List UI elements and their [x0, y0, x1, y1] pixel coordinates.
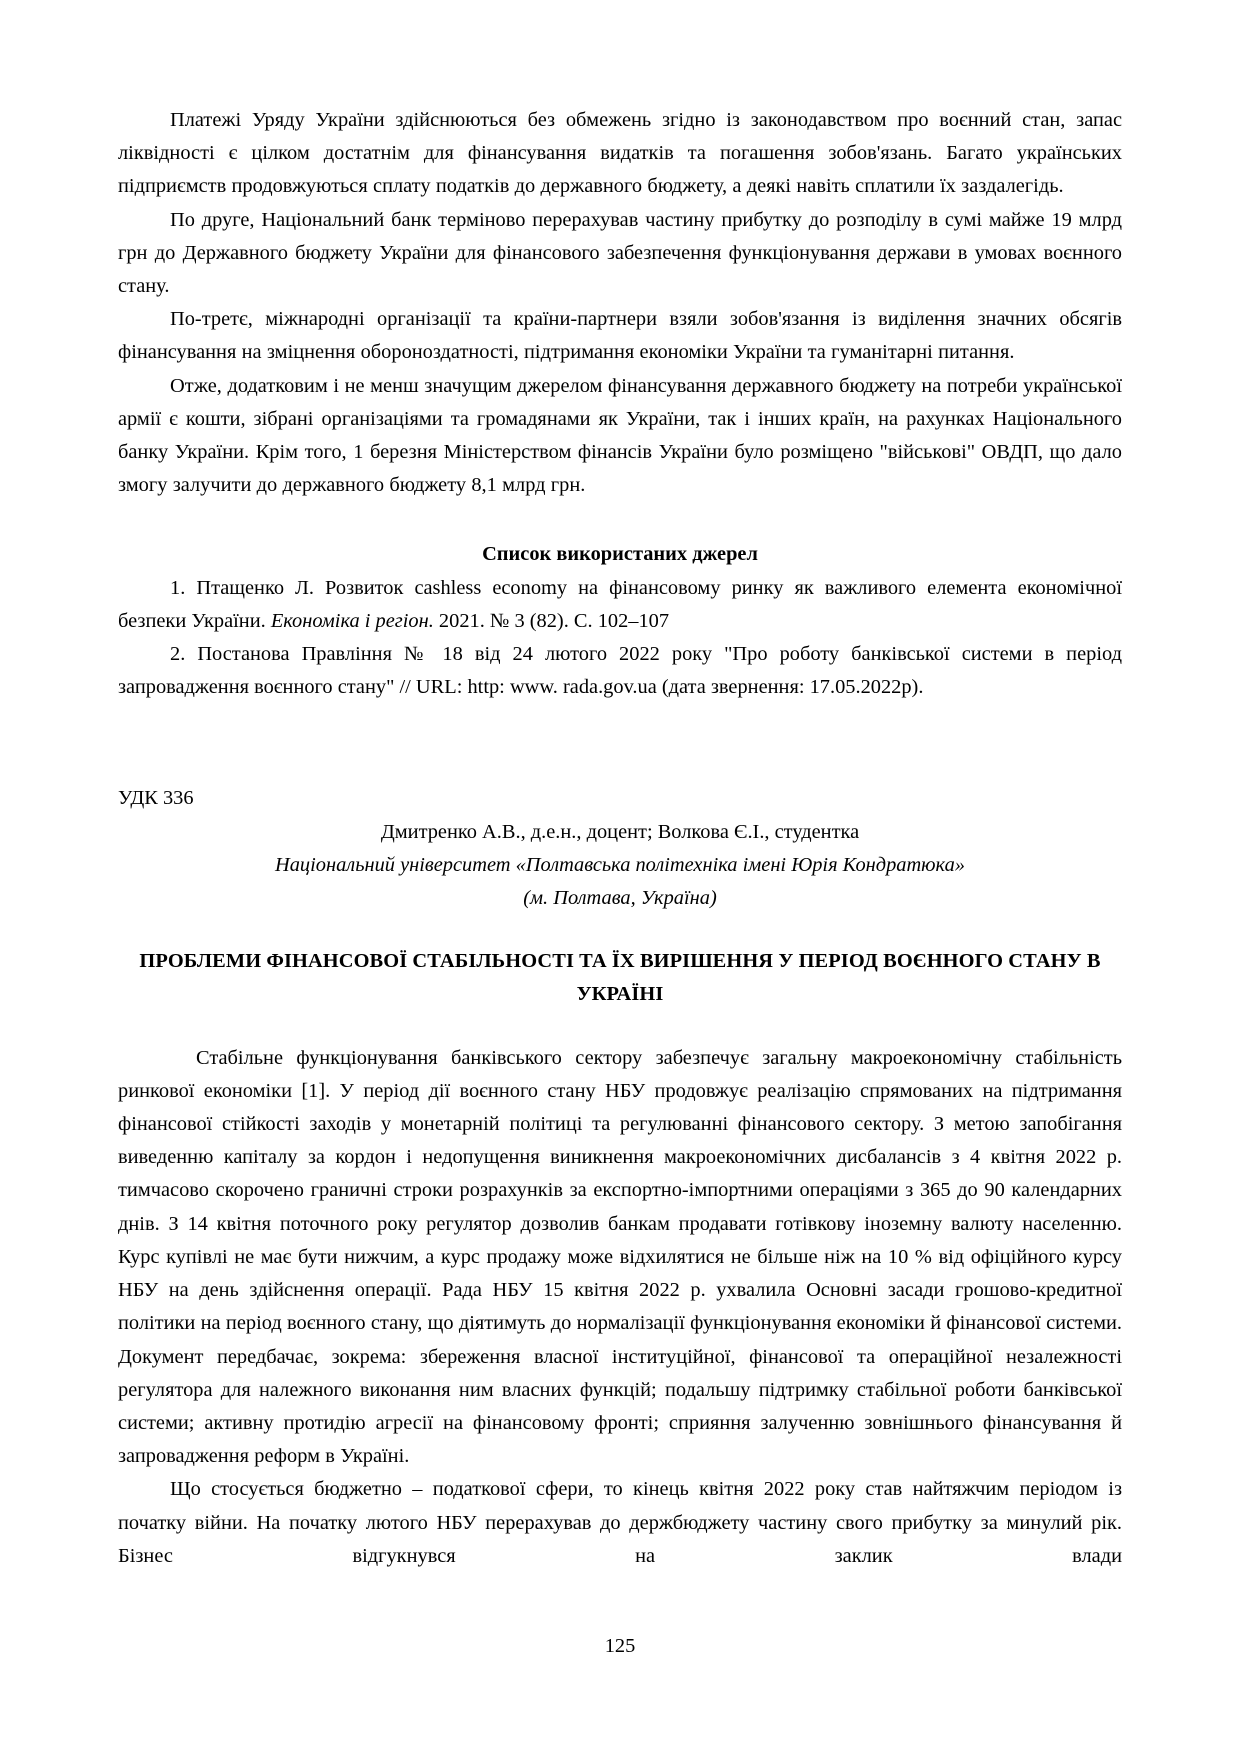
section-break-spacer — [118, 704, 1122, 782]
article-title: ПРОБЛЕМИ ФІНАНСОВОЇ СТАБІЛЬНОСТІ ТА ЇХ ВИРІШЕННЯ У ПЕРІОД ВОЄННОГО СТАНУ В УКРАЇНІ — [139, 950, 1101, 1006]
reference-2-text: 2. Постанова Правління № 18 від 24 лютого 2022 року "Про роботу банківської системи в період запровадження воєнного стану" // URL: http: www. rada.gov.ua (дата звернення: 17.05.2022р). — [118, 643, 1122, 699]
references-heading: Список використаних джерел — [482, 543, 758, 566]
paragraph-budget-tax: Що стосується бюджетно – податкової сфери, то кінець квітня 2022 року став найтяжчим періодом із початку війни. На початку лютого НБУ перерахував до держбюджету частину свого прибутку за минулий рік. Бізнес відгукнувся на заклик влади — [118, 1478, 1122, 1567]
reference-1-text: 1. Птащенко Л. Розвиток cashless economy на фінансовому ринку як важливого елемента економічної безпеки України. — [118, 576, 1122, 632]
page-content — [118, 104, 1122, 1606]
paragraph-payments: Платежі Уряду України здійснюються без обмежень згідно із законодавством про воєнний стан, запас ліквідності є цілком достатнім для фінансування видатків та погашення зобов'язань. Багато українських підприємств продовжуються сплату податків до державного бюджету, а деякі навіть сплатили їх заздалегідь. — [118, 109, 1122, 198]
paragraph-international-partners: По-третє, міжнародні організації та країни-партнери взяли зобов'язання із виділення значних обсягів фінансування на зміцнення обороноздатності, підтримання економіки України та гуманітарні питання. — [118, 308, 1122, 364]
reference-item-2 — [118, 638, 1122, 704]
reference-1-journal: Економіка і регіон. — [270, 609, 434, 632]
udk-code: УДК 336 — [118, 787, 194, 810]
paragraph-nbu-profit: По друге, Національний банк терміново перерахував частину прибутку до розподілу в сумі майже 19 млрд грн до Державного бюджету України для фінансового забезпечення функціонування держави в умовах воєнного стану. — [118, 208, 1122, 298]
reference-item-1 — [118, 572, 1122, 638]
paragraph-banking-stability: Стабільне функціонування банківського сектору забезпечує загальну макроекономічну стабільність ринкової економіки [1]. У період дії воєнного стану НБУ продовжує реалізацію спрямованих на підтримання фінансової стійкості заходів у монетарній політиці та регулюванні фінансового сектору. З метою запобігання виведенню капіталу за кордон і недопущення виникнення макроекономічних дисбалансів з 4 квітня 2022 р. тимчасово скорочено граничні строки розрахунків за експортно-імпортними операціями з 365 до 90 календарних днів. З 14 квітня поточного року регулятор дозволив банкам продавати готівкову іноземну валюту населенню. Курс купівлі не має бути нижчим, а курс продажу може відхилятися не більше ніж на 10 % від офіційного курсу НБУ на день здійснення операції. Рада НБУ 15 квітня 2022 р. ухвалила Основні засади грошово-кредитної політики на період воєнного стану, що діятимуть до нормалізації функціонування економіки й фінансової системи. Документ передбачає, зокрема: збереження власної інституційної, фінансової та операційної незалежності регулятора для належного виконання ним власних функцій; подальшу підтримку стабільної роботи банківської системи; активну протидію агресії на фінансовому фронті; сприяння залученню зовнішнього фінансування й запровадження реформ в Україні. — [118, 1046, 1122, 1468]
authors-line: Дмитренко А.В., д.е.н., доцент; Волкова Є.І., студентка — [380, 820, 860, 843]
city-line: (м. Полтава, Україна) — [523, 887, 717, 910]
paragraph-additional-funding: Отже, додатковим і не менш значущим джерелом фінансування державного бюджету на потреби української армії є кошти, зібрані організаціями та громадянами як України, так і інших країн, на рахунках Національного банку України. Крім того, 1 березня Міністерством фінансів України було розміщено "військові" ОВДП, що дало змогу залучити до державного бюджету 8,1 млрд грн. — [118, 374, 1122, 497]
affiliation-line: Національний університет «Полтавська політехніка імені Юрія Кондратюка» — [275, 853, 965, 876]
page-number: 125 — [604, 1635, 636, 1657]
reference-1-pages: 2021. № 3 (82). С. 102–107 — [433, 609, 670, 632]
spacer — [118, 502, 1122, 508]
